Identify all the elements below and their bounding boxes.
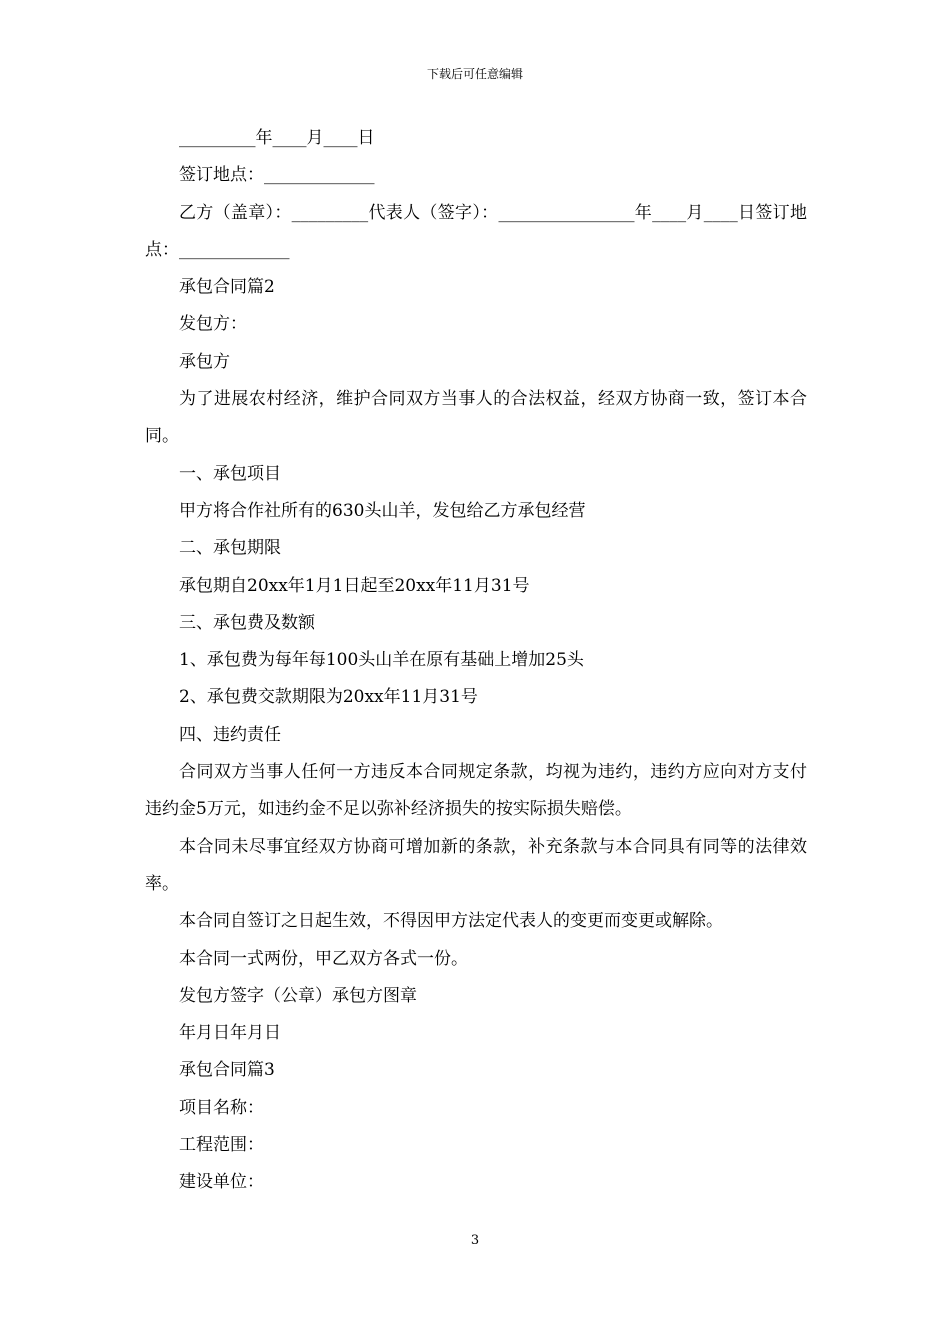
- contract-term-text: 承包期自20xx年1月1日起至20xx年11月31号: [179, 575, 530, 596]
- page-header: 下载后可任意编辑: [426, 67, 523, 81]
- heading-liability: 四、违约责任: [179, 724, 281, 745]
- contractor-label: 承包方: [179, 351, 230, 372]
- contract-item-text: 甲方将合作社所有的630头山羊，发包给乙方承包经营: [179, 500, 586, 521]
- construction-unit-label: 建设单位：: [179, 1172, 264, 1193]
- section-title-contract-2: 承包合同篇2: [179, 277, 275, 298]
- liability-paragraph: 合同双方当事人任何一方违反本合同规定条款，均视为违约，违约方应向对方支付违约金5万元，如违约金不足以弥补经济损失的按实际损失赔偿。: [145, 762, 807, 820]
- effective-clause: 本合同自签订之日起生效，不得因甲方法定代表人的变更而变更或解除。: [179, 911, 723, 932]
- project-name-label: 项目名称：: [179, 1097, 264, 1118]
- heading-contract-term: 二、承包期限: [179, 538, 281, 559]
- copies-clause: 本合同一式两份，甲乙双方各式一份。: [179, 948, 468, 969]
- contractor-issuer-label: 发包方：: [179, 314, 247, 335]
- contract-fee-item-2: 2、承包费交款期限为20xx年11月31号: [179, 687, 478, 708]
- supplement-paragraph: 本合同未尽事宜经双方协商可增加新的条款，补充条款与本合同具有同等的法律效率。: [145, 836, 807, 894]
- date-blank-line: _________年____月____日: [179, 128, 375, 148]
- signature-dates: 年月日年月日: [179, 1023, 281, 1044]
- heading-contract-fee: 三、承包费及数额: [179, 612, 315, 633]
- page-number: 3: [470, 1233, 480, 1248]
- signature-labels: 发包方签字（公章）承包方图章: [179, 985, 417, 1006]
- signing-place-line: 签订地点：_____________: [179, 165, 375, 186]
- section-title-contract-3: 承包合同篇3: [179, 1060, 275, 1081]
- document-body: [145, 120, 807, 1202]
- heading-contract-item: 一、承包项目: [179, 463, 281, 484]
- party-b-signature-line: 乙方（盖章）：_________代表人（签字）：________________年____月____日签订地点：_____________: [145, 202, 807, 260]
- contract-fee-item-1: 1、承包费为每年每100头山羊在原有基础上增加25头: [179, 650, 584, 671]
- project-scope-label: 工程范围：: [179, 1135, 264, 1156]
- preamble-paragraph: 为了进展农村经济，维护合同双方当事人的合法权益，经双方协商一致，签订本合同。: [145, 389, 807, 447]
